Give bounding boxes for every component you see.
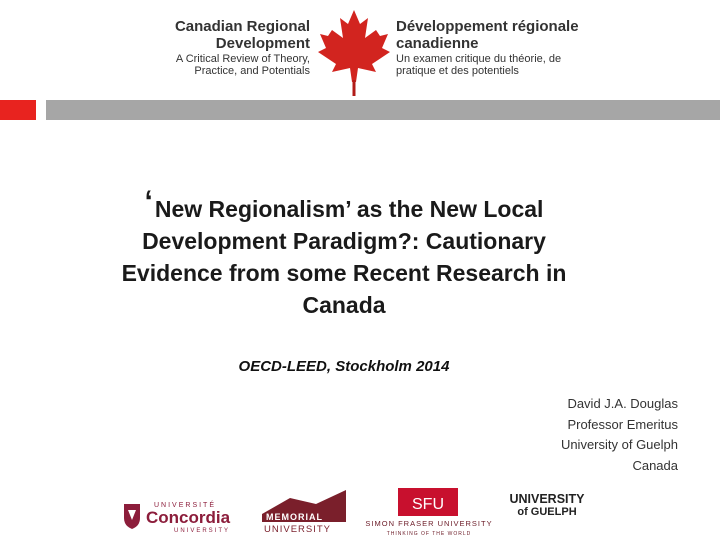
slide-title-line4: Canada [302, 292, 386, 318]
slide-title-line3: Evidence from some Recent Research in [121, 260, 567, 286]
author-name: David J.A. Douglas [567, 396, 678, 411]
memorial-line2: UNIVERSITY [264, 524, 332, 534]
accent-bar-gray [46, 100, 720, 120]
guelph-logo [504, 490, 590, 524]
sfu-mark: SFU [412, 496, 444, 513]
header-right [396, 18, 596, 78]
slide-title-line1: ‘New Regionalism’ as the New Local [144, 185, 544, 222]
header-title-en-line2: Development [215, 35, 310, 53]
header-title-fr-line2: canadienne [396, 35, 479, 53]
header-left [160, 18, 310, 78]
title-open-quote: ‘ [144, 185, 153, 218]
header-sub-en-line2: Practice, and Potentials [194, 65, 310, 78]
header-title-en-line1: Canadian Regional [174, 18, 310, 35]
header-sub-fr-line2: pratique et des potentiels [396, 65, 519, 78]
memorial-line1: MEMORIAL [266, 512, 323, 522]
header-sub-fr-line1: Un examen critique du théorie, de [396, 52, 562, 65]
maple-leaf-icon [316, 8, 392, 98]
concordia-top: UNIVERSITÉ [154, 502, 217, 509]
header-sub-en-line1: A Critical Review of Theory, [175, 52, 310, 65]
header-title-fr-line1: Développement régionale [396, 18, 579, 35]
concordia-bottom: UNIVERSITY [174, 528, 231, 534]
author-institution: University of Guelph [560, 437, 678, 452]
slide-title-line2: Development Paradigm?: Cautionary [142, 228, 546, 254]
slide-title [60, 186, 628, 321]
guelph-line1: UNIVERSITY [509, 492, 585, 506]
memorial-logo [260, 488, 348, 534]
accent-bar-red [0, 100, 36, 120]
sfu-name: SIMON FRASER UNIVERSITY [365, 519, 493, 528]
slide-subtitle: OECD-LEED, Stockholm 2014 [238, 358, 450, 375]
sfu-tagline: THINKING OF THE WORLD [386, 531, 472, 536]
concordia-logo [120, 496, 246, 534]
guelph-line2: of GUELPH [517, 506, 577, 518]
author-country: Canada [632, 457, 678, 473]
author-block [428, 394, 678, 476]
concordia-name: Concordia [146, 508, 231, 527]
sfu-logo [360, 488, 498, 536]
author-role: Professor Emeritus [567, 416, 678, 432]
